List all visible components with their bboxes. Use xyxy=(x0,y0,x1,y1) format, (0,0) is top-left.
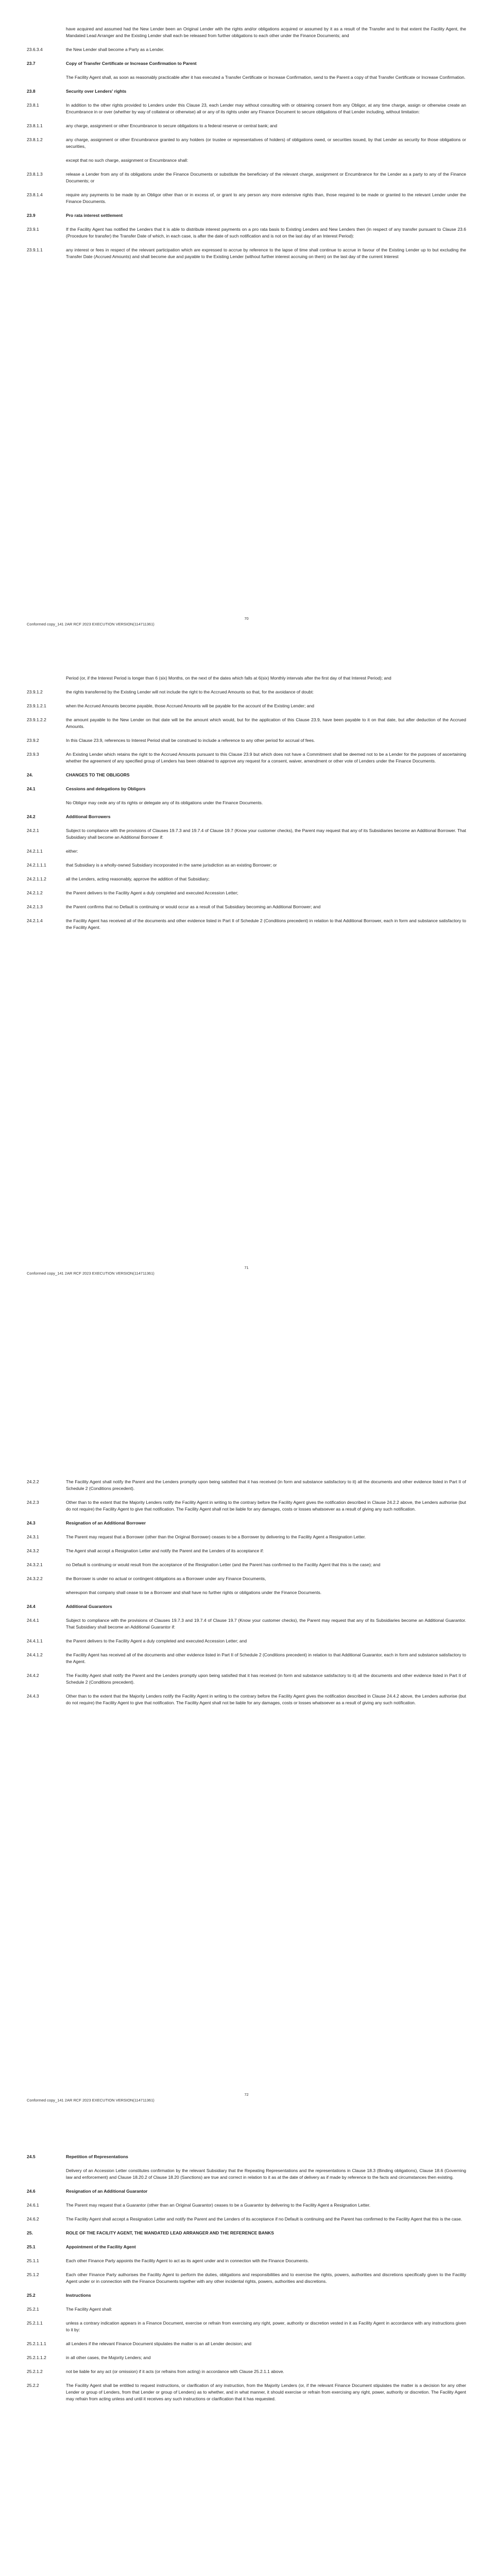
clause-text: No Obligor may cede any of its rights or delegate any of its obligations under the Finance Documents. xyxy=(66,800,263,805)
clause-paragraph xyxy=(27,1672,466,1686)
clause-paragraph xyxy=(27,2258,466,2264)
clause-number: 24.6 xyxy=(27,2189,36,2194)
clause-number: 23.9.3 xyxy=(27,752,39,757)
clause-number: 23.7 xyxy=(27,61,36,66)
clause-text: any interest or fees in respect of the relevant participation which are expressed to accrue by reference to the lapse of time shall continue to accrue in favour of the Existing Lender up to but excluding the Transfer Date (Accrued Amounts) and shall become due and payable to the Existing Lender (without further interest accruing on them) on the last day of the current Interest xyxy=(66,247,466,259)
clause-number: 25.2.2 xyxy=(27,2383,39,2388)
page-4-content xyxy=(27,2154,466,2410)
clause-text: An Existing Lender which retains the right to the Accrued Amounts pursuant to this Clause 23.9 but which does not have a Commitment shall be deemed not to be a Lender for the purposes of ascertaining whether the agreement of any specified group of Lenders has been obtained to approve any request for a consent, waiver, amendment or other vote of Lenders under the Finance Documents. xyxy=(66,752,466,764)
clause-heading-text: Instructions xyxy=(66,2293,91,2298)
clause-paragraph xyxy=(27,751,466,765)
clause-number: 25.2.1.1.2 xyxy=(27,2355,46,2360)
clause-paragraph xyxy=(27,1534,466,1540)
clause-text: the Parent delivers to the Facility Agent a duly completed and executed Accession Letter; and xyxy=(66,1638,247,1643)
clause-heading xyxy=(27,212,466,219)
clause-paragraph xyxy=(27,123,466,129)
clause-number xyxy=(27,800,66,806)
clause-text: the rights transferred by the Existing Lender will not include the right to the Accrued Amounts so that, for the avoidance of doubt: xyxy=(66,689,314,694)
clause-paragraph xyxy=(27,848,466,855)
clause-number: 23.8 xyxy=(27,89,36,94)
clause-text: The Facility Agent shall notify the Parent and the Lenders promptly upon being satisfied that it has received (in form and substance satisfactory to it) all the documents and other evidence listed in Part II of Schedule 2 (Conditions precedent). xyxy=(66,1673,466,1685)
clause-number: 25.2.1.1.1 xyxy=(27,2341,46,2346)
clause-text: all Lenders if the relevant Finance Document stipulates the matter is an all Lender decision; and xyxy=(66,2341,252,2346)
clause-heading xyxy=(27,60,466,67)
document-page-2 xyxy=(0,649,497,1293)
page-number: 70 xyxy=(244,616,249,621)
clause-number: 24.3.2.1 xyxy=(27,1562,43,1567)
clause-number: 24.5 xyxy=(27,2154,36,2159)
clause-paragraph xyxy=(27,1499,466,1513)
clause-paragraph xyxy=(27,2341,466,2347)
clause-heading xyxy=(27,2230,466,2236)
clause-number: 24.2.1.3 xyxy=(27,904,43,909)
clause-heading-text: Pro rata interest settlement xyxy=(66,213,123,218)
clause-paragraph xyxy=(27,1548,466,1554)
clause-number: 24.4.1.1 xyxy=(27,1638,43,1643)
clause-text: Subject to compliance with the provisions of Clauses 19.7.3 and 19.7.4 of Clause 19.7 (Know your customer checks), the Parent may request that any of its Subsidiaries become an Additional Borrower. That Subsidiary shall become an Additional Borrower if: xyxy=(66,828,466,840)
clause-paragraph xyxy=(27,192,466,205)
clause-text: In addition to the other rights provided to Lenders under this Clause 23, each Lender may without consulting with or obtaining consent from any Obligor, at any time charge, assign or otherwise create an Encumbrance in or over (whether by way of collateral or otherwise) all or any of its rights under any Finance Document to secure obligations of that Lender including, without limitation: xyxy=(66,103,466,114)
clause-text: The Facility Agent shall, as soon as reasonably practicable after it has executed a Transfer Certificate or Increase Confirmation, send to the Parent a copy of that Transfer Certificate or Increase Confirmation. xyxy=(66,75,466,80)
clause-number: 23.8.1.3 xyxy=(27,172,43,177)
clause-number: 23.9.2 xyxy=(27,738,39,743)
clause-heading-text: Security over Lenders' rights xyxy=(66,89,127,94)
clause-paragraph xyxy=(27,74,466,81)
clause-paragraph xyxy=(27,800,466,806)
clause-text: unless a contrary indication appears in a Finance Document, exercise or refrain from exercising any right, power, authority or discretion vested in it as Facility Agent in accordance with any instructions given to it by: xyxy=(66,2320,466,2332)
clause-heading xyxy=(27,2154,466,2160)
clause-text: Each other Finance Party appoints the Facility Agent to act as its agent under and in connection with the Finance Documents. xyxy=(66,2258,309,2263)
clause-paragraph xyxy=(27,1479,466,1492)
clause-paragraph xyxy=(27,1638,466,1645)
clause-heading xyxy=(27,88,466,95)
clause-paragraph xyxy=(27,2272,466,2285)
clause-paragraph xyxy=(27,2320,466,2333)
clause-number: 23.8.1 xyxy=(27,103,39,108)
clause-number: 24.2.1.4 xyxy=(27,918,43,923)
clause-paragraph xyxy=(27,876,466,883)
clause-text: the Parent confirms that no Default is continuing or would occur as a result of that Subsidiary becoming an Additional Borrower; and xyxy=(66,904,321,909)
clause-number: 24.4.1 xyxy=(27,1618,39,1623)
page-2-footer xyxy=(27,1265,466,1276)
clause-text: have acquired and assumed had the New Lender been an Original Lender with the rights and/or obligations acquired or assumed by it as a result of the Transfer and to that extent the Facility Agent, the Mandated Lead Arranger and the Existing Lender shall each be released from further obligations to each other under the Finance Documents; and xyxy=(66,26,466,38)
clause-number xyxy=(27,2167,66,2181)
clause-paragraph xyxy=(27,1693,466,1706)
clause-number xyxy=(27,157,66,164)
clause-text: release a Lender from any of its obligations under the Finance Documents or substitute the beneficiary of the relevant charge, assignment or Encumbrance for the Lender as a party to any of the Finance Documents; or xyxy=(66,172,466,183)
clause-heading xyxy=(27,1603,466,1610)
clause-text: the Parent delivers to the Facility Agent a duly completed and executed Accession Letter; xyxy=(66,890,238,895)
clause-text: The Parent may request that a Borrower (other than the Original Borrower) ceases to be a Borrower by delivering to the Facility Agent a Resignation Letter. xyxy=(66,1534,366,1539)
clause-number: 23.8.1.2 xyxy=(27,137,43,142)
clause-text: when the Accrued Amounts become payable, those Accrued Amounts will be payable for the account of the Existing Lender; and xyxy=(66,703,314,708)
clause-heading-text: Resignation of an Additional Borrower xyxy=(66,1520,146,1526)
clause-number: 25.2 xyxy=(27,2293,36,2298)
page-2-content xyxy=(27,675,466,938)
clause-number: 24.4 xyxy=(27,1604,36,1609)
clause-paragraph xyxy=(27,1575,466,1582)
clause-number: 25. xyxy=(27,2230,33,2235)
clause-paragraph xyxy=(27,2167,466,2181)
clause-number: 24.2 xyxy=(27,814,36,819)
clause-text: The Facility Agent shall notify the Parent and the Lenders promptly upon being satisfied that it has received (in form and substance satisfactory to it) all the documents and other evidence listed in Part II of Schedule 2 (Conditions precedent). xyxy=(66,1479,466,1491)
clause-heading xyxy=(27,786,466,792)
page-3-footer xyxy=(27,2092,466,2103)
page-number: 71 xyxy=(244,1265,249,1270)
clause-text: Subject to compliance with the provisions of Clauses 19.7.3 and 19.7.4 of Clause 19.7 (Know your customer checks), the Parent may request that any of its Subsidiaries become an Additional Guarantor. That Subsidiary shall become an Additional Guarantor if: xyxy=(66,1618,466,1630)
clause-paragraph xyxy=(27,171,466,184)
clause-heading-text: Repetition of Representations xyxy=(66,2154,128,2159)
clause-number: 23.6.3.4 xyxy=(27,47,43,52)
clause-number: 24.2.1.1 xyxy=(27,849,43,854)
clause-number: 24.6.1 xyxy=(27,2202,39,2208)
clause-paragraph xyxy=(27,675,466,682)
clause-text: the Facility Agent has received all of the documents and other evidence listed in Part II of Schedule 2 (Conditions precedent) in relation to that Additional Guarantor, each in form and substance satisfactory to the Agent. xyxy=(66,1652,466,1664)
clause-text: not be liable for any act (or omission) if it acts (or refrains from acting) in accordance with Clause 25.2.1.1 above. xyxy=(66,2369,284,2374)
document-page-3 xyxy=(0,1453,497,2103)
clause-number: 24.2.1.1.1 xyxy=(27,862,46,868)
clause-number: 25.1.2 xyxy=(27,2272,39,2277)
clause-number: 23.9.1.2.1 xyxy=(27,703,46,708)
clause-number: 25.1 xyxy=(27,2244,36,2249)
clause-number: 24.3.1 xyxy=(27,1534,39,1539)
page-number: 72 xyxy=(244,2092,249,2097)
clause-heading-text: Additional Borrowers xyxy=(66,814,111,819)
clause-number: 24.4.1.2 xyxy=(27,1652,43,1657)
clause-text: either: xyxy=(66,849,78,854)
clause-paragraph xyxy=(27,226,466,240)
clause-text: Period (or, if the Interest Period is longer than 6 (six) Months, on the next of the dates which falls at 6(six) Monthly intervals after the first day of that Interest Period); and xyxy=(66,675,391,681)
clause-paragraph xyxy=(27,157,466,164)
clause-number: 23.9 xyxy=(27,213,36,218)
clause-text: all the Lenders, acting reasonably, approve the addition of that Subsidiary; xyxy=(66,876,210,882)
clause-text: Each other Finance Party authorises the Facility Agent to perform the duties, obligations and responsibilities and to exercise the rights, powers, authorities and discretions specifically given to the Facility Agent under or in connection with the Finance Documents together with any other incidental rights, powers, authorities and discretions. xyxy=(66,2272,466,2284)
clause-text: Delivery of an Accession Letter constitutes confirmation by the relevant Subsidiary that the Repeating Representations and the representations in Clause 18.3 (Binding obligations), Clause 18.6 (Governing law and enforcement) and Clause 18.20.2 of Clause 18.20 (Sanctions) are true and correct in relation to it as at the date of delivery as if made by reference to the facts and circumstances then existing. xyxy=(66,2168,466,2180)
document-page-4 xyxy=(0,2128,497,2576)
clause-number: 24.6.2 xyxy=(27,2216,39,2222)
clause-number: 24.2.1.2 xyxy=(27,890,43,895)
clause-paragraph xyxy=(27,1589,466,1596)
clause-paragraph xyxy=(27,247,466,260)
clause-text: The Facility Agent shall be entitled to request instructions, or clarification of any instruction, from the Majority Lenders (or, if the relevant Finance Document stipulates the matter is a decision for any other Lender or group of Lenders, from that Lender or group of Lenders) as to whether, and in what manner, it should exercise or refrain from exercising any right, power, authority or discretion. The Facility Agent may refrain from acting unless and until it receives any such instructions or clarification that it has requested. xyxy=(66,2383,466,2401)
clause-paragraph xyxy=(27,862,466,869)
clause-text: no Default is continuing or would result from the acceptance of the Resignation Letter (and the Parent has confirmed to the Facility Agent that this is the case); and xyxy=(66,1562,381,1567)
clause-number: 24.2.1.1.2 xyxy=(27,876,46,882)
clause-text: The Facility Agent shall: xyxy=(66,2307,112,2312)
clause-text: The Facility Agent shall accept a Resignation Letter and notify the Parent and the Lenders of its acceptance if no Default is continuing and the Parent has confirmed to the Facility Agent that this is the case. xyxy=(66,2216,462,2222)
clause-paragraph xyxy=(27,1652,466,1665)
clause-number: 24.3 xyxy=(27,1520,36,1526)
clause-heading-text: ROLE OF THE FACILITY AGENT, THE MANDATED LEAD ARRANGER AND THE REFERENCE BANKS xyxy=(66,2230,274,2235)
clause-text: the amount payable to the New Lender on that date will be the amount which would, but for the application of this Clause 23.9, have been payable to it on that date, but after deduction of the Accrued Amounts. xyxy=(66,717,466,729)
clause-paragraph xyxy=(27,2382,466,2402)
clause-text: the Facility Agent has received all of the documents and other evidence listed in Part II of Schedule 2 (Conditions precedent) in relation to that Additional Borrower, each in form and substance satisfactory to the Facility Agent. xyxy=(66,918,466,930)
confirmation-line: Conformed copy_141 2AR RCF 2023 EXECUTION VERSION(114711361) xyxy=(27,622,155,626)
clause-number: 23.9.1 xyxy=(27,227,39,232)
clause-text: whereupon that company shall cease to be a Borrower and shall have no further rights or obligations under the Finance Documents. xyxy=(66,1590,322,1595)
clause-heading xyxy=(27,1520,466,1527)
clause-heading-text: Cessions and delegations by Obligors xyxy=(66,786,146,791)
clause-number: 24.2.2 xyxy=(27,1479,39,1484)
clause-heading xyxy=(27,814,466,820)
clause-paragraph xyxy=(27,2216,466,2223)
clause-heading-text: Resignation of an Additional Guarantor xyxy=(66,2189,148,2194)
clause-heading-text: CHANGES TO THE OBLIGORS xyxy=(66,772,130,777)
clause-paragraph xyxy=(27,2368,466,2375)
clause-number: 24.2.1 xyxy=(27,828,39,833)
page-1-content xyxy=(27,26,466,267)
clause-number: 24.4.3 xyxy=(27,1693,39,1699)
clause-text: Other than to the extent that the Majority Lenders notify the Facility Agent in writing to the contrary before the Facility Agent gives the notification described in Clause 24.4.2 above, the Lenders authorise (but do not require) the Facility Agent to give that notification. The Facility Agent shall not be liable for any damages, costs or losses whatsoever as a result of giving any such notification. xyxy=(66,1693,466,1705)
clause-number: 24.2.3 xyxy=(27,1500,39,1505)
clause-text: any charge, assignment or other Encumbrance to secure obligations to a federal reserve or central bank; and xyxy=(66,123,278,128)
clause-number xyxy=(27,26,66,39)
clause-paragraph xyxy=(27,904,466,910)
clause-paragraph xyxy=(27,1562,466,1568)
clause-paragraph xyxy=(27,102,466,115)
clause-number xyxy=(27,675,66,682)
page-1-footer xyxy=(27,616,466,627)
clause-paragraph xyxy=(27,689,466,696)
clause-paragraph xyxy=(27,827,466,841)
confirmation-line: Conformed copy_141 2AR RCF 2023 EXECUTION VERSION(114711361) xyxy=(27,2098,155,2103)
clause-number: 23.9.1.2.2 xyxy=(27,717,46,722)
clause-paragraph xyxy=(27,1617,466,1631)
clause-heading xyxy=(27,2188,466,2195)
clause-number: 24.3.2 xyxy=(27,1548,39,1553)
clause-number: 25.2.1.1 xyxy=(27,2320,43,2326)
clause-text: In this Clause 23.9, references to Interest Period shall be construed to include a reference to any other period for accrual of fees. xyxy=(66,738,315,743)
clause-text: require any payments to be made by an Obligor other than or in excess of, or grant to any person any more extensive rights than, those required to be made or granted to the relevant Lender under the Finance Documents. xyxy=(66,192,466,204)
clause-text: in all other cases, the Majority Lenders; and xyxy=(66,2355,151,2360)
clause-number: 24.4.2 xyxy=(27,1673,39,1678)
clause-paragraph xyxy=(27,46,466,53)
document-page-1 xyxy=(0,0,497,644)
clause-paragraph xyxy=(27,2202,466,2209)
clause-heading xyxy=(27,772,466,778)
clause-paragraph xyxy=(27,2354,466,2361)
clause-heading xyxy=(27,2292,466,2299)
clause-heading xyxy=(27,2244,466,2250)
clause-paragraph xyxy=(27,717,466,730)
clause-text: that Subsidiary is a wholly-owned Subsidiary incorporated in the same jurisdiction as an existing Borrower; or xyxy=(66,862,277,868)
clause-paragraph xyxy=(27,918,466,931)
clause-number: 25.2.1 xyxy=(27,2307,39,2312)
clause-paragraph xyxy=(27,890,466,896)
clause-paragraph xyxy=(27,2306,466,2313)
clause-paragraph xyxy=(27,137,466,150)
clause-number: 23.8.1.1 xyxy=(27,123,43,128)
clause-number: 25.1.1 xyxy=(27,2258,39,2263)
clause-text: If the Facility Agent has notified the Lenders that it is able to distribute interest payments on a pro rata basis to Existing Lenders and New Lenders then (in respect of any transfer pursuant to Clause 23.6 (Procedure for transfer) the Transfer Date of which, in each case, is after the date of such notification and is not on the last day of an Interest Period): xyxy=(66,227,466,239)
clause-text: Other than to the extent that the Majority Lenders notify the Facility Agent in writing to the contrary before the Facility Agent gives the notification described in Clause 24.2.2 above, the Lenders authorise (but do not require) the Facility Agent to give that notification. The Facility Agent shall not be liable for any damages, costs or losses whatsoever as a result of giving any such notification. xyxy=(66,1500,466,1512)
clause-paragraph xyxy=(27,26,466,39)
clause-text: The Parent may request that a Guarantor (other than an Original Guarantor) ceases to be a Guarantor by delivering to the Facility Agent a Resignation Letter. xyxy=(66,2202,371,2208)
clause-number: 24.1 xyxy=(27,786,36,791)
clause-number: 23.8.1.4 xyxy=(27,192,43,197)
clause-text: The Agent shall accept a Resignation Letter and notify the Parent and the Lenders of its acceptance if: xyxy=(66,1548,264,1553)
clause-text: any charge, assignment or other Encumbrance granted to any holders (or trustee or representatives of holders) of obligations owed, or securities issued, by that Lender as security for those obligations or securities, xyxy=(66,137,466,149)
confirmation-line: Conformed copy_141 2AR RCF 2023 EXECUTION VERSION(114711361) xyxy=(27,1271,155,1276)
clause-heading-text: Appointment of the Facility Agent xyxy=(66,2244,136,2249)
clause-number: 23.9.1.2 xyxy=(27,689,43,694)
clause-number: 25.2.1.2 xyxy=(27,2369,43,2374)
clause-number: 24.3.2.2 xyxy=(27,1576,43,1581)
clause-paragraph xyxy=(27,737,466,744)
clause-number xyxy=(27,74,66,81)
page-3-content xyxy=(27,1479,466,1714)
clause-paragraph xyxy=(27,703,466,709)
clause-number xyxy=(27,1589,66,1596)
clause-number: 23.9.1.1 xyxy=(27,247,43,252)
clause-text: the New Lender shall become a Party as a Lender. xyxy=(66,47,164,52)
clause-heading-text: Additional Guarantors xyxy=(66,1604,112,1609)
clause-number: 24. xyxy=(27,772,33,777)
clause-text: the Borrower is under no actual or contingent obligations as a Borrower under any Finance Documents, xyxy=(66,1576,266,1581)
clause-text: except that no such charge, assignment or Encumbrance shall: xyxy=(66,158,188,163)
clause-heading-text: Copy of Transfer Certificate or Increase Confirmation to Parent xyxy=(66,61,197,66)
